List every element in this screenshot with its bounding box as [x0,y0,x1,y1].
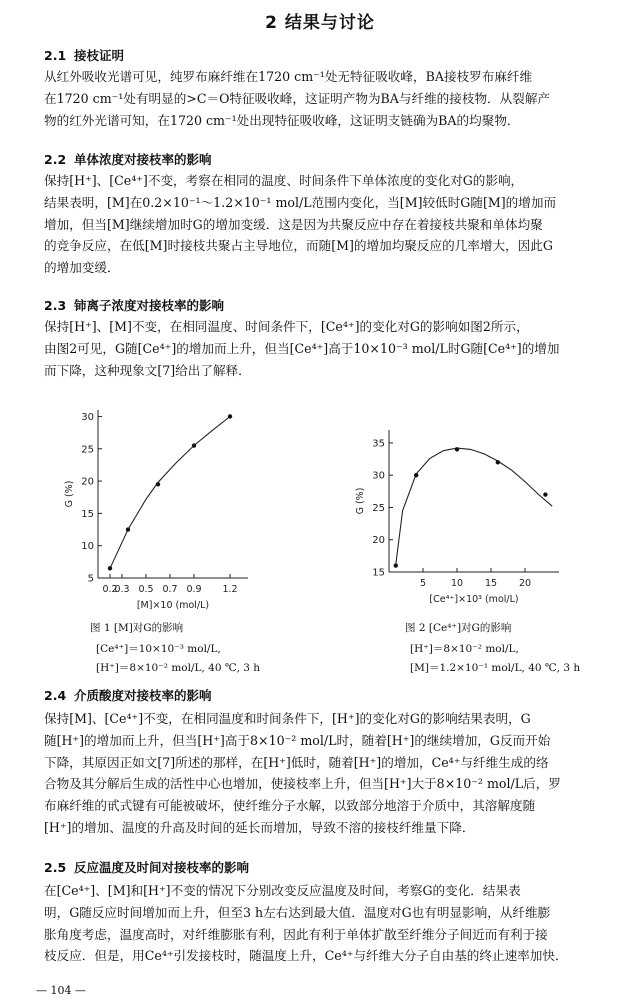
figure-1-caption: 图 1 [M]对G的影响 [90,622,184,634]
fit-curve [110,417,230,569]
text-line: 从红外吸收光谱可见，纯罗布麻纤维在1720 cm⁻¹处无特征吸收峰，BA接枝罗布麻纤维 [44,69,533,84]
data-point [414,473,418,477]
y-tick-label: 15 [372,567,385,579]
x-tick-label: 0.5 [138,584,154,595]
text-line: 的竞争反应，在低[M]时接枝共聚占主导地位，而随[M]的增加均聚反应的几率增大，因此G [44,238,553,254]
x-tick-label: 20 [518,578,532,589]
page-number: — 104 — [36,984,86,997]
fit-curve [396,448,552,564]
heading-number: 2.3 [44,298,67,313]
y-tick-label: 20 [372,535,385,547]
text-line: 增加，但当[M]继续增加时G的增加变缓．这是因为共聚反应中存在着接枝共聚和单体均聚 [44,216,543,232]
heading-2-5 [44,858,249,876]
text-line: 由图2可见，G随[Ce⁴⁺]的增加而上升，但当[Ce⁴⁺]高于10×10⁻³ mol/L时G随[Ce⁴⁺]的增加 [44,340,560,356]
figure-2-condition: [M]＝1.2×10⁻¹ mol/L, 40 ℃, 3 h [410,662,581,674]
data-point [543,492,547,496]
data-point [108,566,112,570]
text-line: 而下降，这种现象文[7]给出了解释． [44,362,251,378]
text-line: 物的红外光谱可知，在1720 cm⁻¹处出现特征吸收峰，这证明支链确为BA的均聚物． [44,112,520,128]
y-tick-label: 25 [81,444,94,456]
y-tick-label: 25 [372,502,385,514]
x-tick-label: 0.2 [102,584,118,595]
heading-text: 反应温度及时间对接枝率的影响 [74,860,250,875]
text-line: 的增加变缓． [44,260,120,276]
text-line: 随[H⁺]的增加而上升，但当[H⁺]高于8×10⁻² mol/L时，随着[H⁺]的继续增加，G反而开始 [44,732,551,748]
y-axis-label: G (%) [64,480,75,508]
heading-text: 接枝证明 [74,48,125,63]
text-line: 保持[H⁺]、[M]不变，在相同温度、时间条件下，[Ce⁴⁺]的变化对G的影响如图2所示， [44,319,529,334]
heading-2-4 [44,686,212,704]
y-axis-label: G (%) [355,487,366,515]
paragraph-2-3 [44,316,636,381]
y-tick-label: 30 [372,470,385,482]
heading-number: 2.5 [44,860,67,875]
x-tick-label: 0.7 [162,584,178,595]
y-tick-label: 15 [81,508,94,520]
x-tick-label: 10 [450,578,464,589]
figure-1-condition: [H⁺]＝8×10⁻² mol/L, 40 ℃, 3 h [96,662,261,674]
x-tick-label: 0.3 [114,584,130,595]
text-line: 结果表明，[M]在0.2×10⁻¹～1.2×10⁻¹ mol/L范围内变化，当[M]较低时G随[M]的增加而 [44,194,557,210]
heading-text: 铈离子浓度对接枝率的影响 [74,298,225,313]
text-line: 布麻纤维的甙式键有可能被破坏，使纤维分子水解，以致部分地溶于介质中，其溶解度随 [44,798,536,814]
x-tick-label: 0.9 [186,584,202,595]
data-point [156,482,160,486]
x-tick-label: 15 [484,578,498,589]
figure-2-caption: 图 2 [Ce⁴⁺]对G的影响 [405,622,512,634]
data-point [496,460,500,464]
y-tick-label: 5 [87,573,94,585]
x-axis-label: [M]×10 (mol/L) [136,600,210,611]
text-line: 合物及其分解后生成的活性中心也增加，使接枝率上升，但当[H⁺]大于8×10⁻² mol/L后，罗 [44,776,561,792]
heading-text: 介质酸度对接枝率的影响 [74,688,212,703]
heading-2-3 [44,296,224,314]
text-line: [H⁺]的增加、温度的升高及时间的延长而增加，导致不溶的接枝纤维量下降． [44,819,475,835]
heading-text: 单体浓度对接枝率的影响 [74,152,212,167]
figure-2-chart [345,418,575,618]
data-point [228,414,232,418]
text-line: 在[Ce⁴⁺]、[M]和[H⁺]不变的情况下分别改变反应温度及时间，考察G的变化．结果表 [44,883,521,898]
heading-2-1 [44,46,124,64]
paragraph-2-2 [44,170,636,279]
figure-1-condition: [Ce⁴⁺]＝10×10⁻³ mol/L, [96,643,221,655]
data-point [394,563,398,567]
paragraph-2-4 [44,708,636,839]
text-line: 下降，其原因正如文[7]所述的那样，在[H⁺]低时，随着[H⁺]的增加，Ce⁴⁺与纤维生成的络 [44,754,549,770]
y-tick-label: 20 [81,476,94,488]
text-line: 枝反应．但是，用Ce⁴⁺引发接枝时，随温度上升，Ce⁴⁺与纤维大分子自由基的终止速率加快． [44,948,568,964]
y-tick-label: 30 [81,411,94,423]
text-line: 在1720 cm⁻¹处有明显的>C＝O特征吸收峰，这证明产物为BA与纤维的接枝物．从裂解产 [44,90,551,106]
heading-number: 2.2 [44,152,67,167]
heading-number: 2.4 [44,688,67,703]
text-line: 保持[M]、[Ce⁴⁺]不变，在相同温度和时间条件下，[H⁺]的变化对G的影响结果表明，G [44,711,531,726]
section-title: 2 结果与讨论 [265,13,375,33]
text-line: 保持[H⁺]、[Ce⁴⁺]不变，考察在相同的温度、时间条件下单体浓度的变化对G的影响， [44,173,524,188]
figure-2 [345,418,575,618]
paragraph-2-1 [44,66,636,131]
x-tick-label: 5 [419,578,427,589]
text-line: 胀角度考虑，温度高时，对纤维膨胀有利，因此有利于单体扩散至纤维分子间近而有利于接 [44,926,548,942]
paragraph-2-5 [44,880,636,967]
data-point [192,443,196,447]
y-tick-label: 10 [81,541,94,553]
x-axis-label: [Ce⁴⁺]×10³ (mol/L) [429,594,519,605]
data-point [126,527,130,531]
heading-number: 2.1 [44,48,67,63]
data-point [455,447,459,451]
x-tick-label: 1.2 [222,584,238,595]
text-line: 明，G随反应时间增加而上升，但至3 h左右达到最大值．温度对G也有明显影响，从纤维膨 [44,904,551,920]
y-tick-label: 35 [372,438,385,450]
heading-2-2 [44,150,212,168]
figure-1-chart [60,398,260,618]
figure-2-condition: [H⁺]＝8×10⁻² mol/L, [410,643,519,655]
figure-1 [60,398,260,618]
